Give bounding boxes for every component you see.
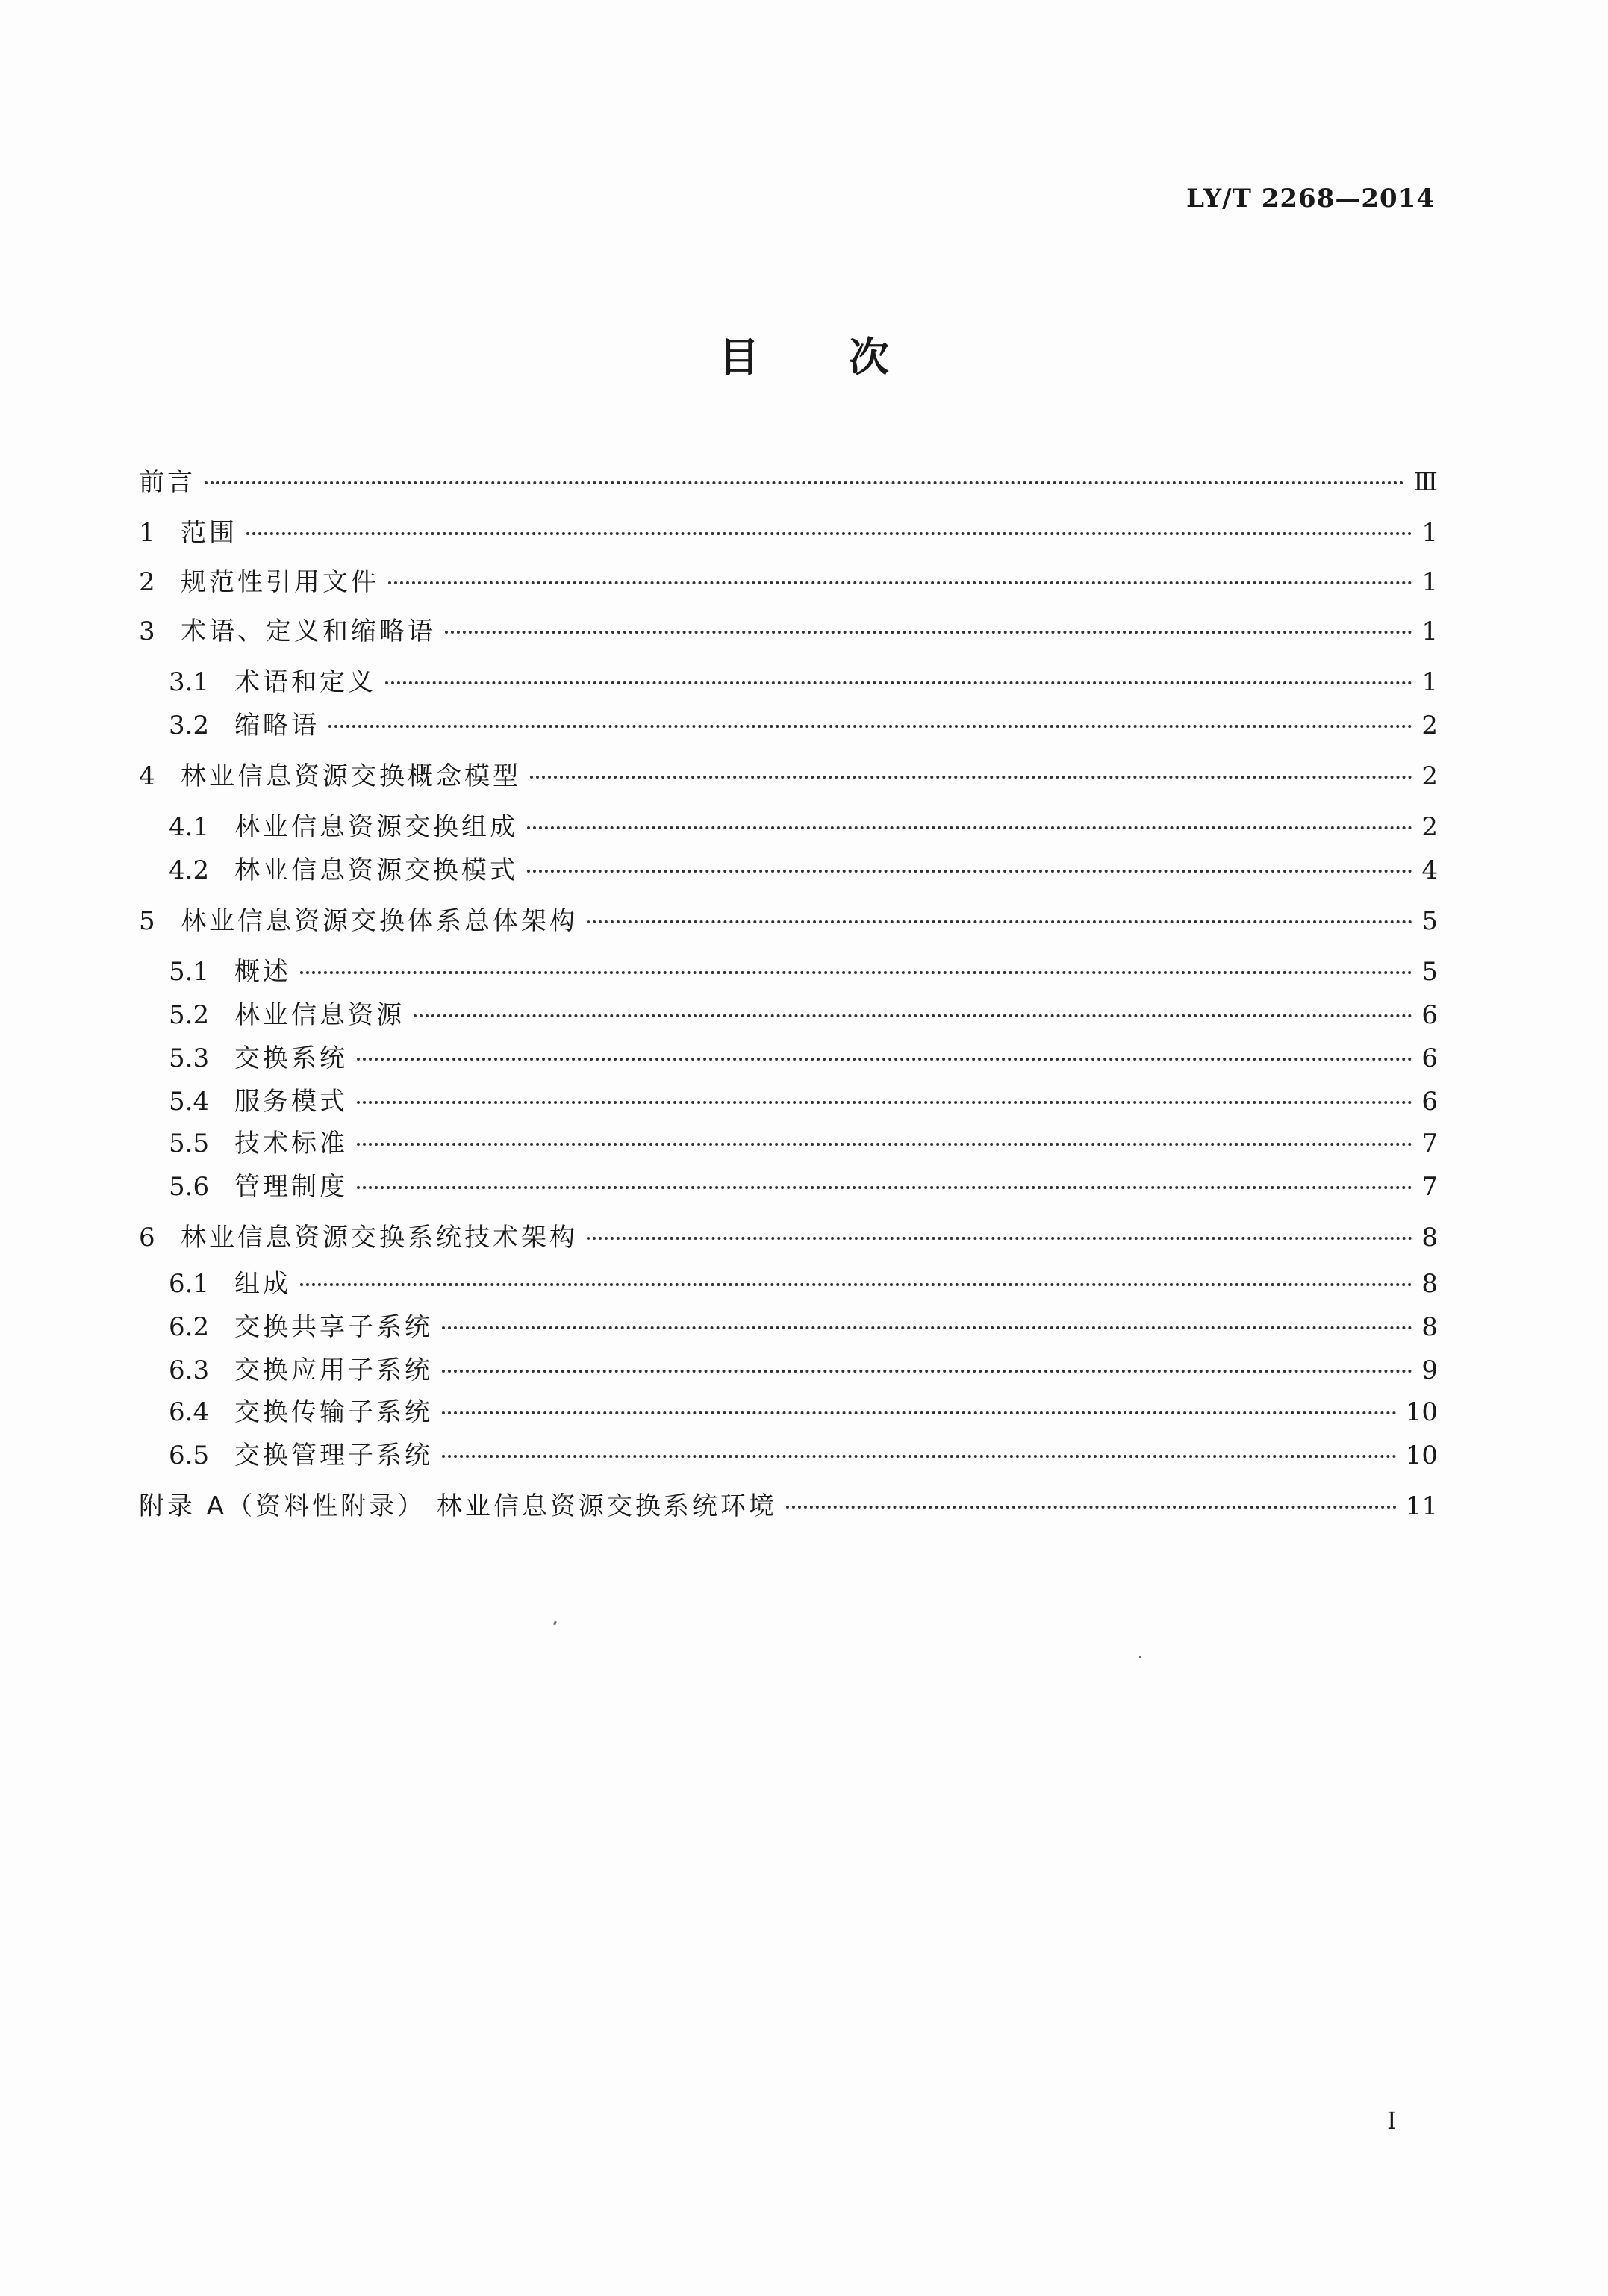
toc-entry-page: 8 (1421, 1312, 1438, 1342)
toc-leader-dots (527, 826, 1412, 829)
toc-entry-label: 管理制度 (234, 1172, 348, 1202)
toc-entry-number: 5.3 (169, 1044, 210, 1073)
toc-entry-6[interactable] (139, 1220, 1438, 1255)
toc-entry-label: 交换传输子系统 (234, 1397, 433, 1427)
toc-leader-dots (205, 481, 1404, 484)
toc-entry-label: 林业信息资源交换模式 (234, 855, 518, 885)
toc-entry-label: 前言 (139, 467, 196, 497)
toc-entry-number: 6.2 (169, 1312, 210, 1342)
toc-entry-number: 4.2 (169, 855, 210, 885)
toc-entry-label: 技术标准 (234, 1129, 348, 1158)
toc-entry-page: 1 (1421, 617, 1438, 646)
toc-leader-dots (445, 631, 1412, 634)
toc-entry-number: 4 (139, 761, 155, 791)
toc-leader-dots (388, 581, 1412, 584)
toc-leader-dots (587, 1237, 1412, 1240)
toc-entry-number: 5.5 (169, 1129, 210, 1158)
toc-entry-3[interactable] (139, 614, 1438, 649)
toc-entry-4[interactable] (139, 758, 1438, 794)
toc-entry-page: 2 (1421, 711, 1438, 740)
toc-entry-label: 概述 (234, 957, 291, 987)
toc-entry-page: 6 (1421, 1000, 1438, 1030)
toc-leader-dots (300, 971, 1412, 974)
toc-entry-5-4[interactable] (169, 1084, 1438, 1120)
toc-entry-5-1[interactable] (169, 954, 1438, 990)
toc-entry-6-3[interactable] (169, 1353, 1438, 1388)
toc-entry-1[interactable] (139, 515, 1438, 551)
toc-entry-2[interactable] (139, 564, 1438, 600)
toc-entry-label: 交换系统 (234, 1044, 348, 1073)
toc-entry-label: 服务模式 (234, 1087, 348, 1117)
toc-entry-label: 林业信息资源交换组成 (234, 812, 518, 842)
toc-entry-label: 交换管理子系统 (234, 1441, 433, 1470)
toc-leader-dots (442, 1455, 1397, 1458)
table-of-contents (139, 0, 1438, 2296)
toc-entry-page: 6 (1421, 1044, 1438, 1073)
toc-entry-page: 10 (1405, 1441, 1438, 1470)
toc-entry-label: 缩略语 (234, 711, 320, 740)
toc-title-char-1: 目 (719, 334, 759, 381)
toc-entry-page: 5 (1421, 906, 1438, 936)
toc-leader-dots (357, 1101, 1412, 1104)
toc-entry-foreword[interactable] (139, 464, 1438, 500)
toc-entry-5-5[interactable] (169, 1126, 1438, 1161)
toc-entry-page: 4 (1421, 855, 1438, 885)
toc-entry-page: 8 (1421, 1223, 1438, 1252)
toc-entry-label: 附录 A（资料性附录） 林业信息资源交换系统环境 (139, 1491, 777, 1521)
toc-entry-label: 术语、定义和缩略语 (181, 617, 436, 646)
toc-leader-dots (587, 920, 1412, 923)
toc-leader-dots (357, 1143, 1412, 1146)
toc-entry-page: 2 (1421, 812, 1438, 842)
toc-leader-dots (246, 532, 1412, 535)
toc-entry-number: 5.2 (169, 1000, 210, 1030)
toc-entry-page: 5 (1421, 957, 1438, 987)
toc-entry-5-6[interactable] (169, 1169, 1438, 1205)
toc-entry-label: 林业信息资源 (234, 1000, 405, 1030)
toc-entry-page: 7 (1421, 1172, 1438, 1202)
toc-entry-number: 2 (139, 567, 155, 597)
toc-leader-dots (300, 1283, 1412, 1286)
toc-entry-number: 6.5 (169, 1441, 210, 1470)
toc-entry-number: 5.4 (169, 1087, 210, 1117)
toc-entry-label: 交换共享子系统 (234, 1312, 433, 1342)
toc-entry-label: 交换应用子系统 (234, 1356, 433, 1385)
toc-leader-dots (527, 870, 1412, 873)
toc-entry-page: 8 (1421, 1269, 1438, 1299)
toc-entry-6-5[interactable] (169, 1438, 1438, 1473)
toc-entry-page: 11 (1405, 1491, 1438, 1521)
toc-entry-number: 6 (139, 1223, 155, 1252)
toc-leader-dots (442, 1370, 1412, 1373)
toc-entry-annex-a[interactable] (139, 1488, 1438, 1524)
toc-entry-4-2[interactable] (169, 852, 1438, 888)
toc-entry-5-2[interactable] (169, 997, 1438, 1033)
toc-entry-label: 范围 (181, 518, 237, 548)
toc-leader-dots (385, 681, 1412, 684)
toc-leader-dots (786, 1506, 1397, 1509)
toc-entry-number: 3 (139, 617, 155, 646)
toc-entry-number: 3.2 (169, 711, 210, 740)
toc-entry-number: 6.4 (169, 1397, 210, 1427)
toc-entry-page: 1 (1421, 518, 1438, 548)
toc-entry-page: 1 (1421, 667, 1438, 697)
toc-entry-page: 10 (1405, 1397, 1438, 1427)
toc-entry-page: 2 (1421, 761, 1438, 791)
toc-entry-3-1[interactable] (169, 664, 1438, 700)
toc-entry-label: 规范性引用文件 (181, 567, 379, 597)
toc-entry-6-1[interactable] (169, 1266, 1438, 1302)
toc-entry-label: 术语和定义 (234, 667, 376, 697)
toc-entry-label: 林业信息资源交换系统技术架构 (181, 1223, 578, 1252)
standard-code: LY/T 2268—2014 (1186, 184, 1435, 213)
toc-entry-label: 林业信息资源交换体系总体架构 (181, 906, 578, 936)
toc-entry-4-1[interactable] (169, 809, 1438, 845)
toc-entry-page: 6 (1421, 1087, 1438, 1117)
page-number: I (1387, 2106, 1397, 2135)
toc-entry-number: 1 (139, 518, 155, 548)
scan-speck (1139, 1656, 1141, 1658)
toc-entry-number: 4.1 (169, 812, 210, 842)
toc-entry-number: 6.3 (169, 1356, 210, 1385)
toc-leader-dots (357, 1186, 1412, 1189)
toc-entry-6-2[interactable] (169, 1309, 1438, 1345)
toc-entry-number: 3.1 (169, 667, 210, 697)
toc-leader-dots (530, 776, 1412, 779)
toc-entry-page: Ⅲ (1413, 467, 1438, 497)
toc-entry-5-3[interactable] (169, 1041, 1438, 1076)
toc-entry-6-4[interactable] (169, 1394, 1438, 1430)
toc-entry-number: 5.6 (169, 1172, 210, 1202)
toc-entry-3-2[interactable] (169, 708, 1438, 743)
toc-leader-dots (442, 1411, 1397, 1414)
toc-entry-5[interactable] (139, 903, 1438, 939)
toc-leader-dots (328, 725, 1412, 728)
toc-entry-page: 7 (1421, 1129, 1438, 1158)
toc-entry-label: 组成 (234, 1269, 291, 1299)
toc-leader-dots (414, 1014, 1412, 1017)
toc-leader-dots (357, 1058, 1412, 1061)
toc-leader-dots (442, 1326, 1412, 1329)
toc-title-char-2: 次 (849, 334, 889, 381)
toc-entry-page: 1 (1421, 567, 1438, 597)
toc-entry-number: 5.1 (169, 957, 210, 987)
toc-entry-number: 5 (139, 906, 155, 936)
toc-entry-page: 9 (1421, 1356, 1438, 1385)
toc-entry-label: 林业信息资源交换概念模型 (181, 761, 521, 791)
toc-entry-number: 6.1 (169, 1269, 210, 1299)
